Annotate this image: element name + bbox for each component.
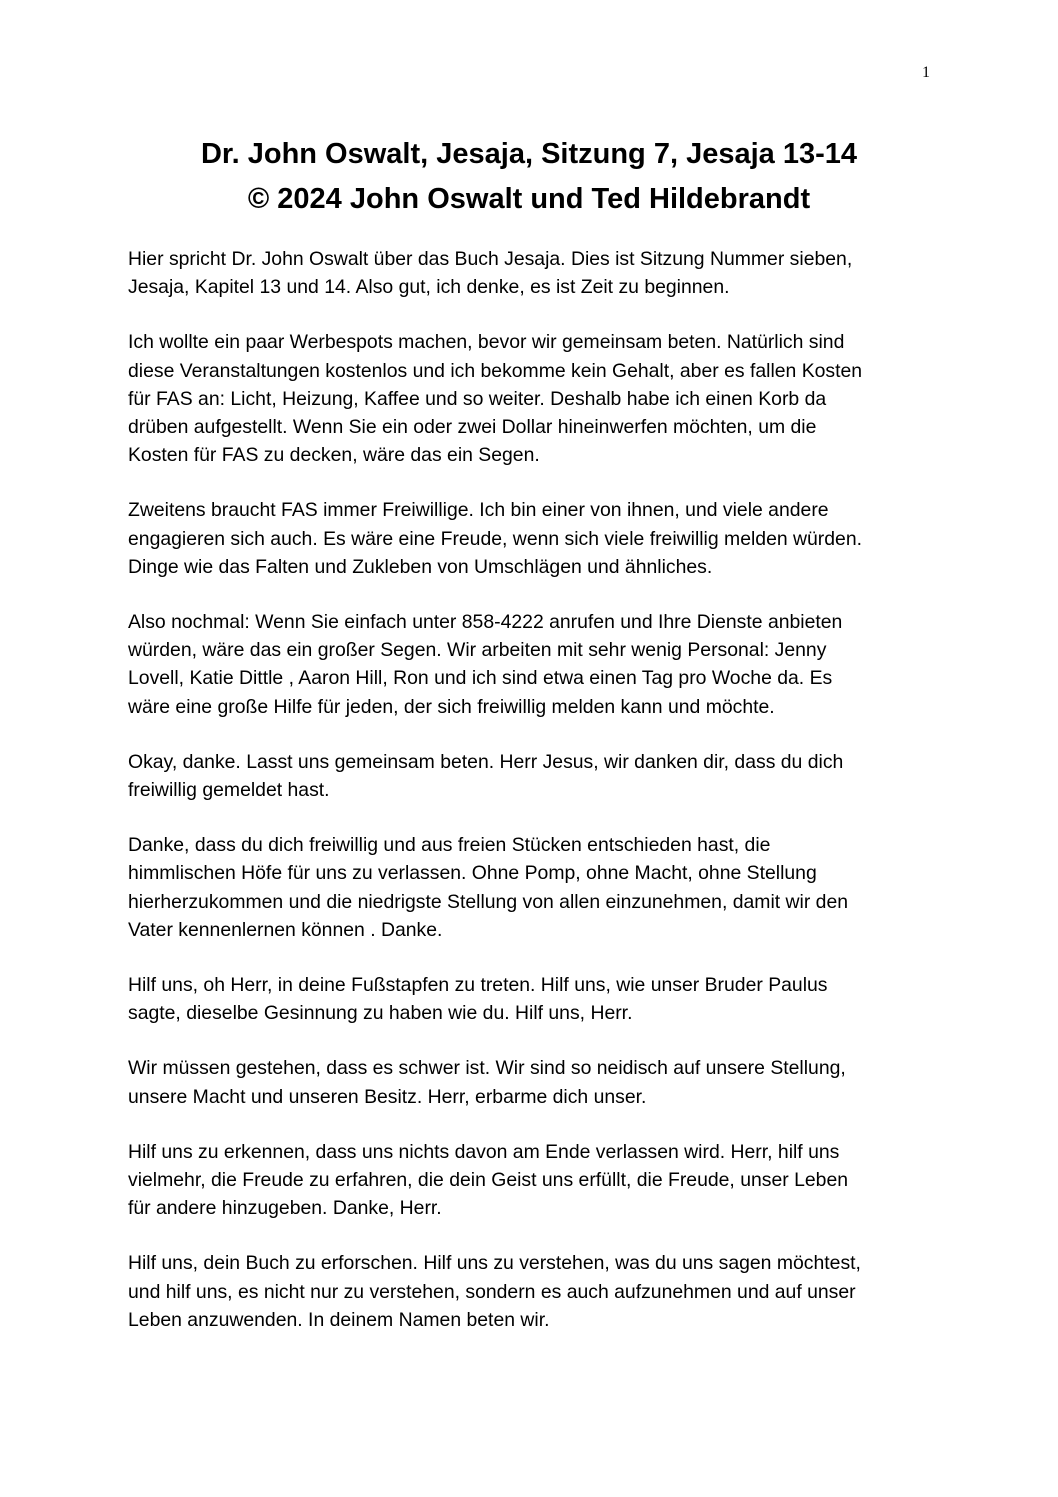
title-line-1: Dr. John Oswalt, Jesaja, Sitzung 7, Jesaja 13-14 <box>200 138 857 170</box>
title-line-2: © 2024 John Oswalt und Ted Hildebrandt <box>247 183 811 215</box>
paragraph-confession: Wir müssen gestehen, dass es schwer ist. Wir sind so neidisch auf unsere Stellung, unsere Macht und unseren Besitz. Herr, erbarme dich unser. <box>128 1057 846 1108</box>
document-title <box>0 132 1058 222</box>
document-body <box>128 245 936 1361</box>
paragraph-volunteers: Zweitens braucht FAS immer Freiwillige. Ich bin einer von ihnen, und viele andere engagieren sich auch. Es wäre eine Freude, wenn sich viele freiwillig melden würden. Dinge wie das Falten und Zukleben von Umschlägen und ähnliches. <box>128 499 863 578</box>
page-number: 1 <box>922 64 930 81</box>
paragraph-footsteps: Hilf uns, oh Herr, in deine Fußstapfen zu treten. Hilf uns, wie unser Bruder Paulus sagte, dieselbe Gesinnung zu haben wie du. Hilf uns, Herr. <box>128 974 828 1025</box>
paragraph-closing: Hilf uns, dein Buch zu erforschen. Hilf uns zu verstehen, was du uns sagen möchtest, und hilf uns, es nicht nur zu verstehen, sondern es auch aufzunehmen und auf unser Leben anzuwenden. In deinem Namen beten wir. <box>128 1252 861 1331</box>
paragraph-prayer-start: Okay, danke. Lasst uns gemeinsam beten. Herr Jesus, wir danken dir, dass du dich freiwillig gemeldet hast. <box>128 750 844 802</box>
paragraph-phone-call: Also nochmal: Wenn Sie einfach unter 858-4222 anrufen und Ihre Dienste anbieten würden, wäre das ein großer Segen. Wir arbeiten mit sehr wenig Personal: Jenny Lovell, Katie Dittle , Aaron Hill, Ron und ich sind etwa einen Tag pro Woche da. Es wäre eine große Hilfe für jeden, der sich freiwillig melden kann und möchte. <box>128 611 843 718</box>
paragraph-intro: Hier spricht Dr. John Oswalt über das Buch Jesaja. Dies ist Sitzung Nummer sieben, Jesaja, Kapitel 13 und 14. Also gut, ich denke, es ist Zeit zu beginnen. <box>128 248 853 299</box>
paragraph-announcements: Ich wollte ein paar Werbespots machen, bevor wir gemeinsam beten. Natürlich sind diese Veranstaltungen kostenlos und ich bekomme kein Gehalt, aber es fallen Kosten für FAS an: Licht, Heizung, Kaffee und so weiter. Deshalb habe ich einen Korb da drüben aufgestellt. Wenn Sie ein oder zwei Dollar hineinwerfen möchten, um die Kosten für FAS zu decken, wäre das ein Segen. <box>128 331 863 467</box>
paragraph-recognize: Hilf uns zu erkennen, dass uns nichts davon am Ende verlassen wird. Herr, hilf uns vielmehr, die Freude zu erfahren, die dein Geist uns erfüllt, die Freude, unser Leben für andere hinzugeben. Danke, Herr. <box>128 1140 849 1220</box>
paragraph-thanks: Danke, dass du dich freiwillig und aus freien Stücken entschieden hast, die himmlischen Höfe für uns zu verlassen. Ohne Pomp, ohne Macht, ohne Stellung hierherzukommen und die niedrigste Stellung von allen einzunehmen, damit wir den Vater kennenlernen können . Danke. <box>128 834 849 941</box>
